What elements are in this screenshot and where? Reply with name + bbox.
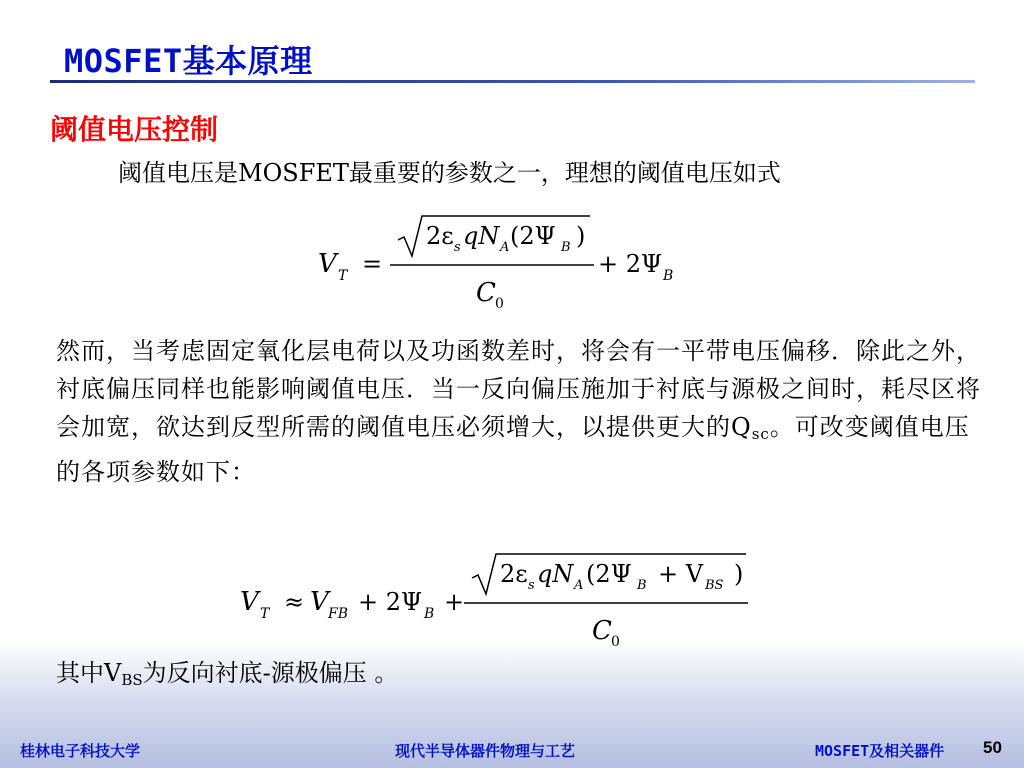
formula1-relation: =: [362, 250, 383, 278]
formula2-lhs-sub: T: [260, 606, 270, 622]
threshold-voltage-formula: [318, 210, 698, 319]
formula2-sqrt-paren: (2Ψ: [586, 560, 632, 588]
formula2-sqrt-B: B: [637, 578, 647, 593]
formula2-lhs: V: [240, 587, 259, 617]
formula1-sqrt-qN: qN: [463, 222, 500, 250]
paragraph-body-sub: sc: [751, 425, 770, 443]
footer-course: 现代半导体器件物理与工艺: [395, 742, 576, 760]
formula1-denominator: C: [476, 278, 496, 308]
formula2-sqrt-plus: + V: [658, 560, 704, 588]
formula1-tail-sub: B: [663, 268, 674, 284]
formula1-tail: + 2Ψ: [598, 250, 663, 278]
formula2-vfb: V: [310, 587, 329, 617]
paragraph-vbs-note: [56, 656, 398, 697]
formula2-sqrt-close: ): [734, 560, 744, 588]
formula2-sqrt-A: A: [574, 578, 584, 593]
formula2-relation: ≈: [284, 588, 305, 616]
paragraph-intro: 阈值电压是MOSFET最重要的参数之一，理想的阈值电压如式: [118, 159, 781, 187]
formula2-term2-sub: B: [424, 606, 435, 622]
formula1-lhs-sub: T: [338, 268, 348, 284]
formula1-lhs: V: [318, 249, 337, 279]
footer-university: 桂林电子科技大学: [20, 742, 141, 760]
formula1-sqrt-B: B: [561, 240, 571, 255]
formula2-denominator: C: [592, 616, 612, 646]
paragraph-vbs-sub: BS: [121, 671, 143, 689]
formula2-term2: + 2Ψ: [358, 588, 423, 616]
paragraph-vbs-pre: 其中V: [56, 659, 122, 687]
formula2-vfb-sub: FB: [328, 606, 349, 622]
formula1-sqrt-s: s: [454, 240, 461, 255]
paragraph-body-tail: 。可改变阈值电压的各项参数如下：: [56, 413, 970, 486]
threshold-voltage-with-bias-formula: [240, 548, 760, 657]
formula1-denominator-sub: 0: [495, 296, 504, 312]
slide-title: MOSFET基本原理: [64, 42, 313, 80]
formula2-sqrt-BS: BS: [705, 578, 724, 593]
formula1-sqrt-paren: (2Ψ: [510, 222, 556, 250]
paragraph-body-main: 然而，当考虑固定氧化层电荷以及功函数差时，将会有一平带电压偏移．除此之外，衬底偏压同样也能影响阈值电压．当一反向偏压施加于衬底与源极之间时，耗尽区将会加宽，欲达到反型所需的阈值电压必须增大，以提供更大的Q: [56, 337, 981, 441]
formula2-sqrt-s: s: [528, 578, 535, 593]
section-heading: 阈值电压控制: [50, 113, 219, 146]
formula1-sqrt-A: A: [500, 240, 510, 255]
formula2-denominator-sub: 0: [611, 634, 620, 650]
formula2-plus: +: [444, 588, 465, 616]
formula1-sqrt-2eps: 2ε: [426, 222, 454, 250]
footer-chapter: MOSFET及相关器件: [815, 742, 945, 760]
formula2-sqrt-2eps: 2ε: [500, 560, 528, 588]
formula2-sqrt-qN: qN: [537, 560, 574, 588]
title-underline: [50, 80, 975, 83]
paragraph-vbs-post: 为反向衬底-源极偏压 。: [142, 659, 399, 687]
paragraph-body: [56, 332, 986, 491]
page-number: 50: [983, 738, 1002, 757]
formula1-sqrt-close: ): [576, 222, 586, 250]
